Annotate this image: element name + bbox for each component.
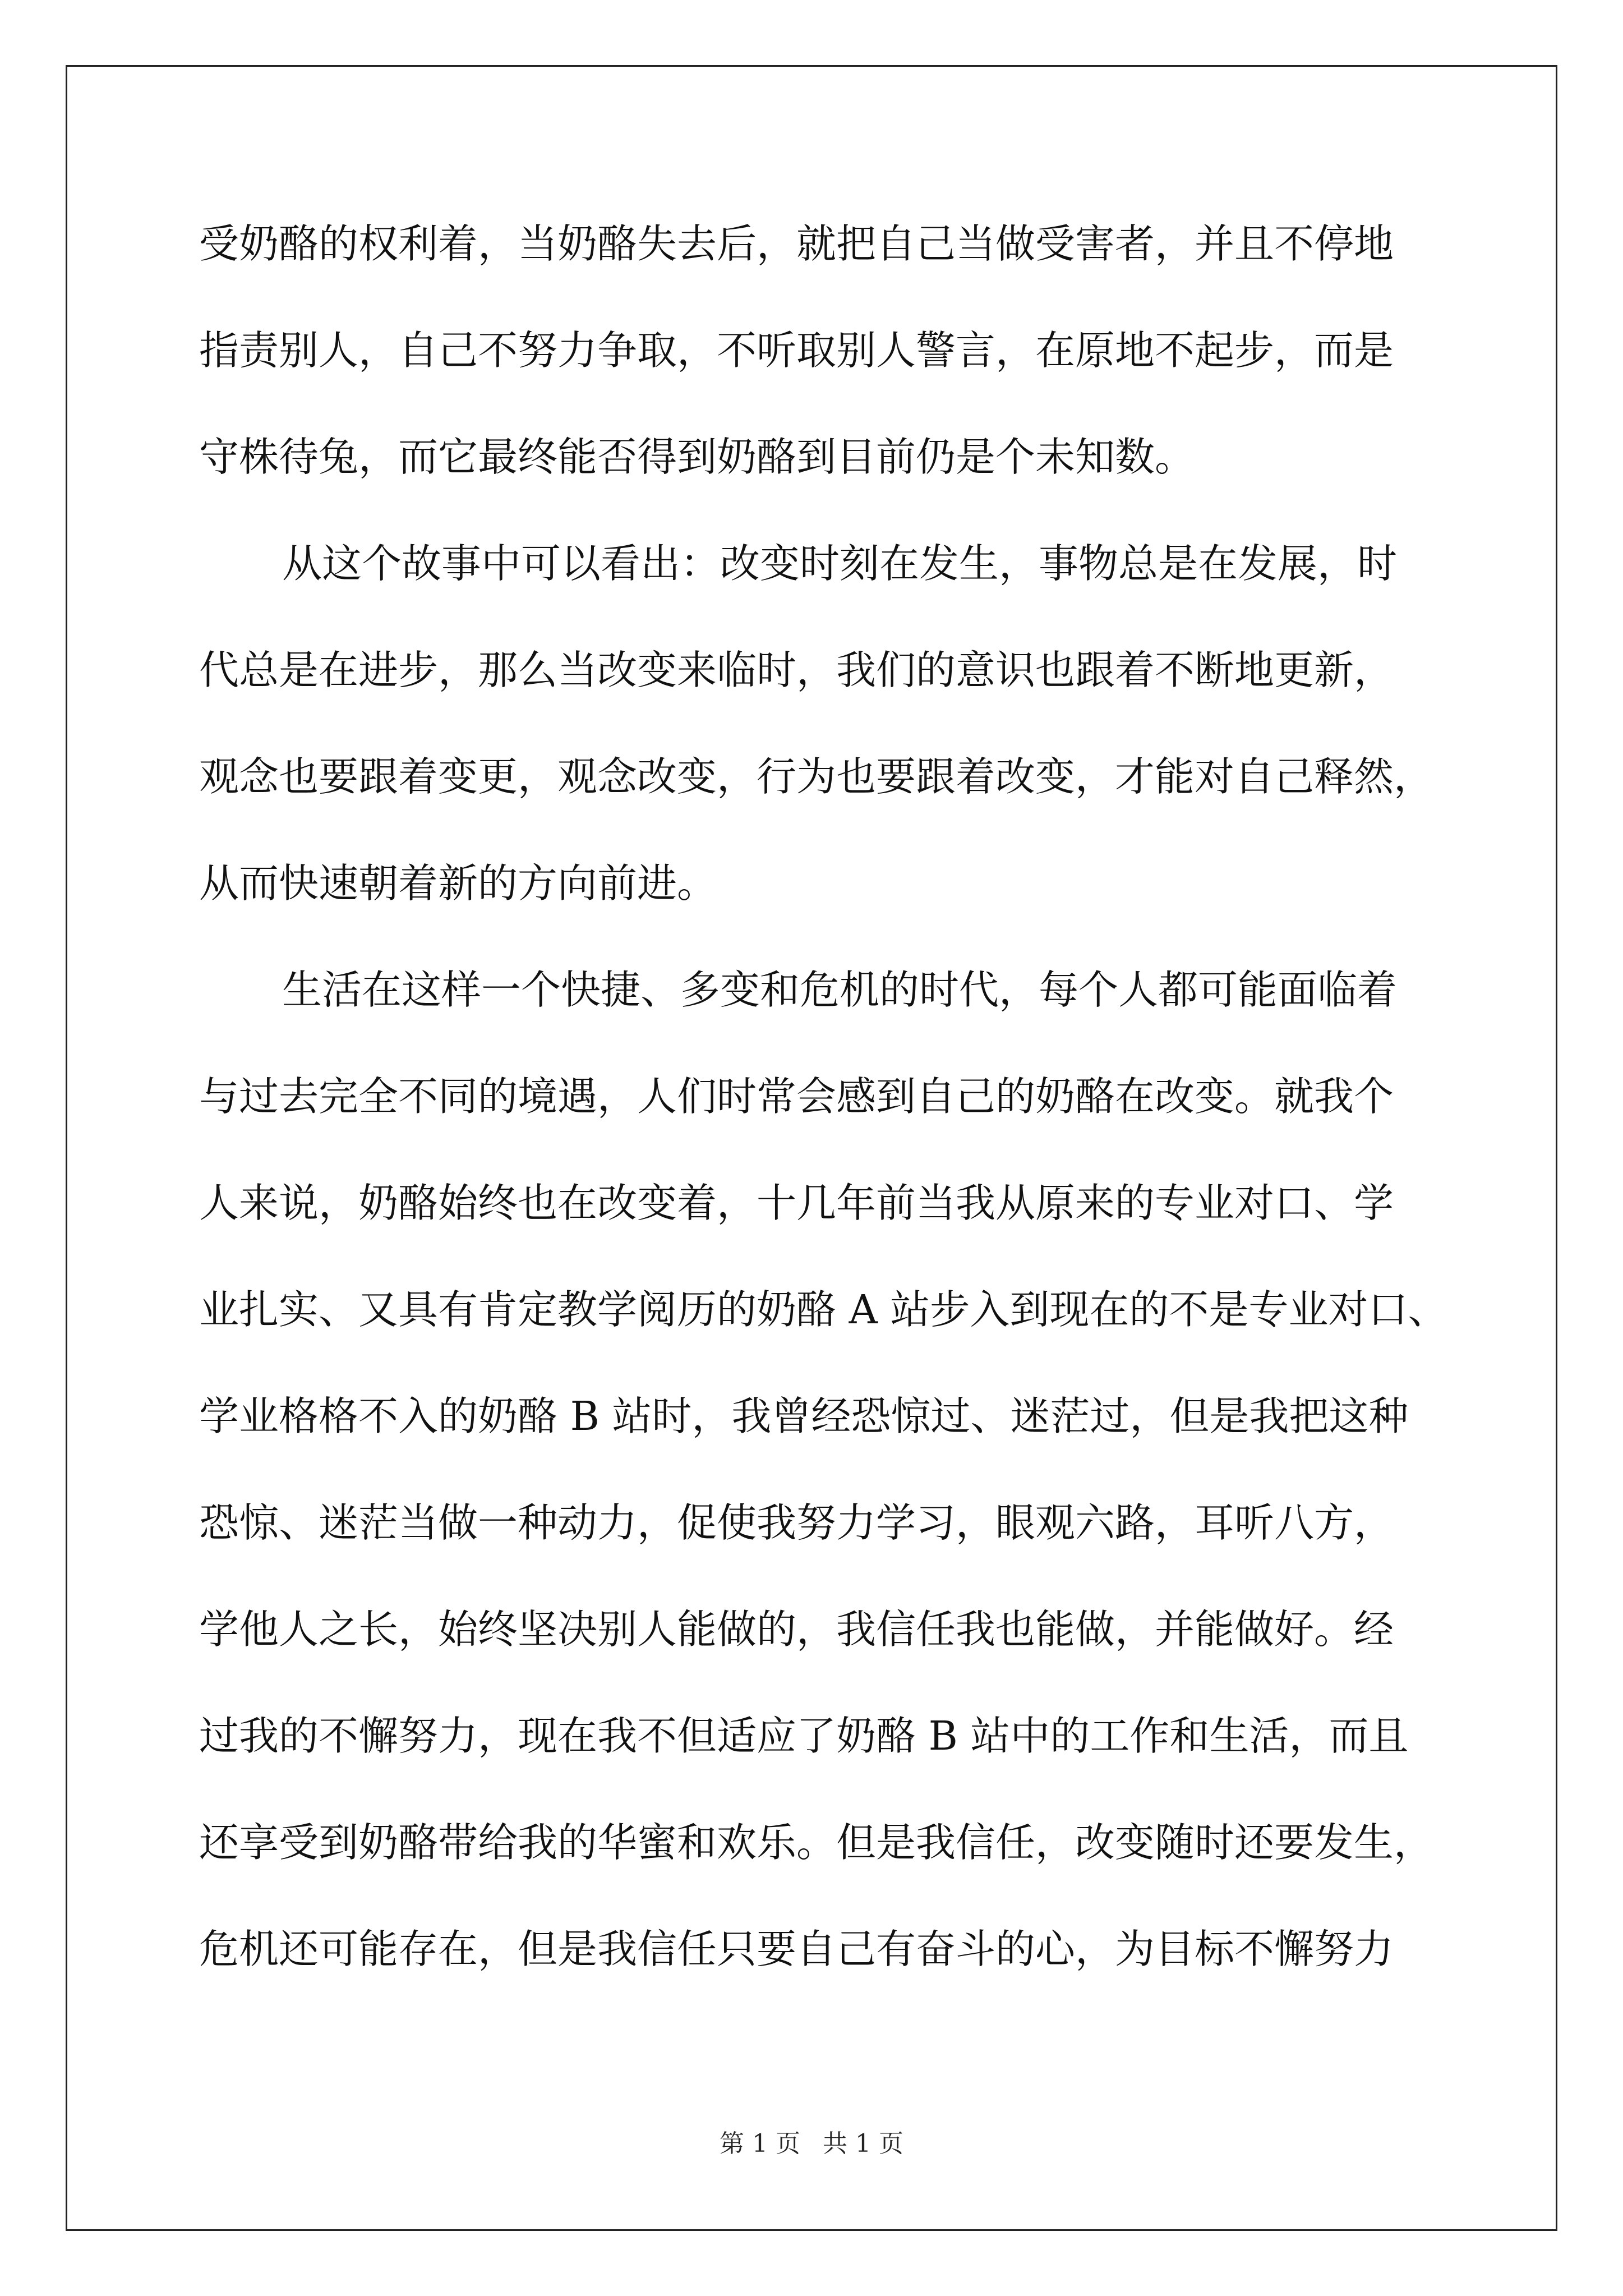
text-line: 学业格格不入的奶酪 B 站时，我曾经恐惊过、迷茫过，但是我把这种	[199, 1393, 1409, 1439]
text-line: 代总是在进步，那么当改变来临时，我们的意识也跟着不断地更新，	[199, 647, 1394, 693]
text-line: 恐惊、迷茫当做一种动力，促使我努力学习，眼观六路，耳听八方，	[199, 1499, 1394, 1546]
text-line: 业扎实、又具有肯定教学阅历的奶酪 A 站步入到现在的不是专业对口、	[199, 1286, 1448, 1333]
text-line: 守株待兔，而它最终能否得到奶酪到目前仍是个未知数。	[199, 434, 1195, 480]
text-line: 指责别人，自己不努力争取，不听取别人警言，在原地不起步，而是	[199, 327, 1394, 374]
page-footer	[0, 2123, 1623, 2159]
text-line: 从而快速朝着新的方向前进。	[199, 860, 717, 907]
paragraph-start-line: 生活在这样一个快捷、多变和危机的时代，每个人都可能面临着	[282, 967, 1398, 1013]
text-line: 观念也要跟着变更，观念改变，行为也要跟着改变，才能对自己释然，	[199, 753, 1434, 800]
page-border	[66, 65, 1557, 2231]
text-line: 受奶酪的权利着，当奶酪失去后，就把自己当做受害者，并且不停地	[199, 220, 1394, 267]
text-line: 还享受到奶酪带给我的华蜜和欢乐。但是我信任，改变随时还要发生，	[199, 1819, 1434, 1866]
paragraph-start-line: 从这个故事中可以看出：改变时刻在发生，事物总是在发展，时	[282, 540, 1398, 587]
text-line: 危机还可能存在，但是我信任只要自己有奋斗的心，为目标不懈努力	[199, 1926, 1394, 1972]
text-line: 过我的不懈努力，现在我不但适应了奶酪 B 站中的工作和生活，而且	[199, 1713, 1409, 1759]
page-number: 第 1 页	[720, 2129, 800, 2158]
page-total: 共 1 页	[823, 2129, 903, 2158]
text-line: 与过去完全不同的境遇，人们时常会感到自己的奶酪在改变。就我个	[199, 1073, 1394, 1120]
text-line: 学他人之长，始终坚决别人能做的，我信任我也能做，并能做好。经	[199, 1606, 1394, 1653]
text-line: 人来说，奶酪始终也在改变着，十几年前当我从原来的专业对口、学	[199, 1180, 1394, 1226]
